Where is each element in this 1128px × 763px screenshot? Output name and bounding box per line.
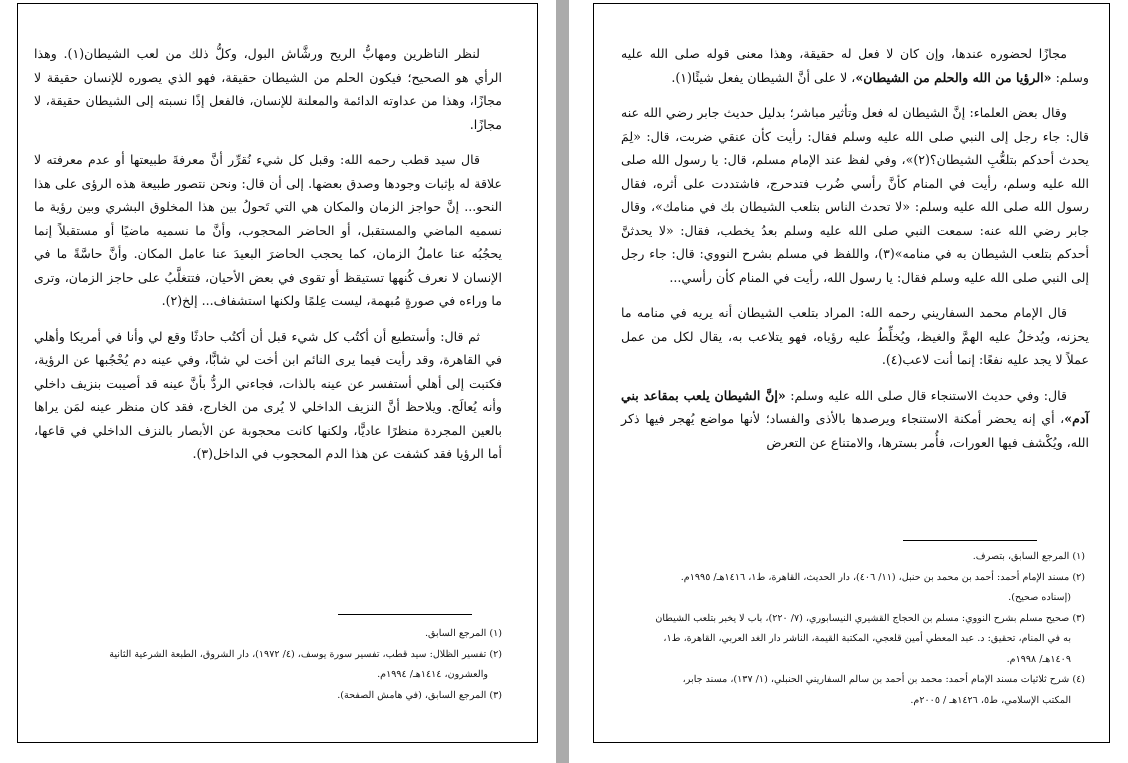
left-paragraph-1: لنظر الناظرين ومهابُّ الريح ورشَّاش البول، وكلُّ ذلك من لعب الشيطان(١). وهذا الرأي هو الصحيح؛ فيكون الحلم من الشيطان حقيقة، فهو الذي يصوره للإنسان حقيقة لا مجازًا، وهذا من عداوته الدائمة والمعلنة للإنسان، فالفعل إذًا نسبته إلى الشيطان حقيقة، لا مجازًا. [34,46,502,132]
left-paragraph-2: قال سيد قطب رحمه الله: وقبل كل شيء نُقرِّر أنَّ معرفةَ طبيعتها أو عدم معرفته لا علاقة له بإثبات وجودها وصدق بعضها. إلى أن قال: ونحن نتصور طبيعة هذه الرؤى على هذا النحو... إنَّ حواجز الزمان والمكان هي التي تَحولُ بين هذا المخلوق البشري وبين رؤية ما نسميه الماضي والمستقبل، أو الحاضر المحجوب، وأنَّ ما نسميه ماضيًا أو مستقبلاً إنما يحجُبُه عنا عاملُ الزمان، كما يحجب الحاضرَ البعيدَ عنا عامل المكان. وأنَّ حاسَّةً ما في الإنسان لا نعرف كُنهها تستيقظ أو تقوى في بعض الأحيان، فتتغلَّبُ على حاجز الزمان، وترى ما وراءه في صورةٍ مُبهمة، ليست عِلمًا ولكنها استشفاف... إلخ(٢). [34,152,502,308]
right-footnote-3-cont-b: ١٤٠٩هـ/ ١٩٩٨م. [1006,653,1071,665]
left-page-body [34,42,502,478]
left-footnote-3: (٣) المرجع السابق، (في هامش الصفحة). [337,689,502,701]
right-footnote-1: (١) المرجع السابق، بتصرف. [972,551,1085,562]
right-footnote-2-cont: (إسناده صحيح). [1008,592,1071,603]
right-p4-text: قال: وفي حديث الاستنجاء قال صلى الله عليه وسلم: [785,387,1068,403]
left-footnote-2-cont: والعشرون، ١٤١٤هـ/ ١٩٩٤م. [377,669,488,680]
right-footnote-2: (٢) مسند الإمام أحمد: أحمد بن محمد بن حنبل، (١١/ ٤٠٦)، دار الحديث، القاهرة، ط١، ١٤١٦هـ/ ١٩٩٥م. [680,571,1085,583]
left-paragraph-3: ثم قال: وأستطيع أن أكتُب كل شيء قبل أن أكتُب حادثًا وقع لي وأنا في أمريكا وأهلي في القاهرة، وقد رأيت فيما يرى النائم ابن أخت لي شابًّا، وفي عينه دم يُحْجُبها عن الرؤية، فكتبت إلى أهلي أستفسر عن عينه بالذات، فجاءني الردُّ بأنَّ عينه قد أصيبت بنزيف داخلي وأنه يُعالَج. ويلاحظ أنَّ النزيف الداخلي لا يُرى من الخارج، فقد كان منظر عينه لمَن يراها بالعين المجردة منظرًا عاديًّا، ولكنها كانت محجوبة عن الأبصار بالنزف الداخلي في قاعها، أما الرؤيا فقد كشفت عن هذا الدم المحجوب في الداخل(٣). [34,328,502,461]
left-page [0,0,556,763]
right-p4-hadith: «إنَّ الشيطان يلعب بمقاعد بني آدم» [621,387,1089,426]
right-paragraph-1 [621,42,1089,89]
right-p1-hadith: «الرؤيا من الله والحلم من الشيطان» [855,69,1052,85]
left-footnotes [34,624,502,706]
right-paragraph-4 [621,384,1089,455]
left-footnote-1: (١) المرجع السابق. [424,628,502,639]
left-footnote-separator [338,614,472,615]
right-footnote-4-cont: المكتب الإسلامي، ط٥، ١٤٢٦هـ / ٢٠٠٥م. [910,694,1071,706]
right-footnote-3-cont-a: به في المنام، تحقيق: د. عبد المعطي أمين قلعجي، المكتبة القيمة، الناشر دار الغد العربي، القاهرة، ط١، [663,633,1071,644]
right-p1-tail: ، لا على أنَّ الشيطان يفعل شيئًا(١). [671,69,856,85]
right-p1-text: مجازًا لحضوره عندها، وإن كان لا فعل له حقيقة، وهذا معنى قوله صلى الله عليه وسلم: [621,46,1089,85]
right-footnote-4: (٤) شرح ثلاثيات مسند الإمام أحمد: محمد بن أحمد بن سالم السفاريني الحنبلي، (١/ ١٣٧)، مسند جابر، [682,674,1085,685]
right-paragraph-3: قال الإمام محمد السفاريني رحمه الله: المراد بتلعب الشيطان أنه يريه في منامه ما يحزنه، ويُدخلُ عليه الهمَّ والغيظ، ويُخلِّطُ عليه رؤياه، فهو يتلاعب به، يقال لكل من عمل عملاً لا يجد عليه نفعًا: إنما أنت لاعب(٤). [621,305,1089,367]
right-page [569,0,1128,763]
right-page-body [621,42,1089,466]
right-footnote-3: (٣) صحيح مسلم بشرح النووي: مسلم بن الحجاج القشيري النيسابوري، (٧/ ٢٢٠)، باب لا يخبر بتلعب الشيطان [655,612,1085,624]
left-footnote-2: (٢) تفسير الظلال: سيد قطب، تفسير سورة يوسف، (٤/ ١٩٧٢)، دار الشروق، الطبعة الشرعية الثانية [109,648,502,660]
right-paragraph-2: وقال بعض العلماء: إنَّ الشيطان له فعل وتأثير مباشر؛ بدليل حديث جابر رضي الله عنه قال: جاء رجل إلى النبي صلى الله عليه وسلم فقال: رأيت كأن عنقي ضربت، قال: «لِمَ يحدث أحدكم بتلعُّبِ الشيطان؟(٢)»، وفي لفظ عند الإمام مسلم، قال: يا رسول الله صلى الله عليه وسلم، رأيت في المنام كأنَّ رأسي ضُرب فتدحرج، فاشتددت على أثره، فقال رسول الله صلى الله عليه وسلم: «لا تحدث الناس بتلعب الشيطان بك في منامك»، وقال جابر رضي الله عنه: سمعت النبي صلى الله عليه وسلم بعدُ يخطب، فقال: «لا يحدثنَّ أحدكم بتلعب الشيطان به في منامه»(٣)، واللفظ في مسلم بشرح النووي: قال: جاء رجل إلى النبي صلى الله عليه وسلم فقال: يا رسول الله، رأيت في المنام كأن رأسي... [621,105,1090,285]
right-footnotes [621,547,1085,711]
right-footnote-separator [903,540,1037,541]
right-p4-tail: ، أي إنه يحضر أمكنة الاستنجاء ويرصدها بالأذى والفساد؛ لأنها مواضع يُهجر فيها ذكر الله، ويُكْشف فيها العورات، فأُمر بسترها، والامتناع عن التعرض [621,411,1089,450]
